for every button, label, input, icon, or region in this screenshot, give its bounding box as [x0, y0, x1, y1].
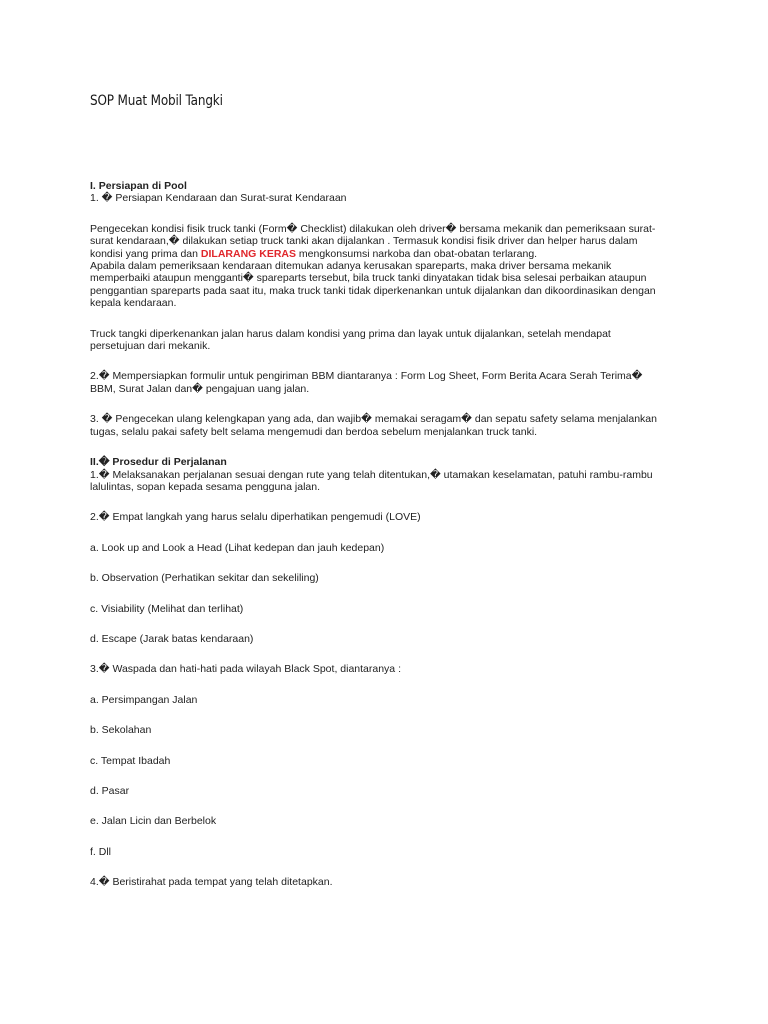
- text-line: tugas, selalu pakai safety belt selama mengemudi dan berdoa sebelum menjalankan truck tanki.: [90, 425, 538, 438]
- document-title: SOP Muat Mobil Tangki: [90, 93, 223, 109]
- list-item: c. Visiability (Melihat dan terlihat): [90, 602, 244, 615]
- section-heading-prosedur: II.� Prosedur di Perjalanan: [90, 456, 227, 469]
- paragraph-pengecekan: [90, 223, 680, 310]
- list-item: a. Persimpangan Jalan: [90, 693, 198, 706]
- text-line: lalulintas, sopan kepada sesama pengguna jalan.: [90, 480, 321, 493]
- paragraph-truck-tangki: [90, 328, 680, 353]
- text-line: BBM, Surat Jalan dan� pengajuan uang jalan.: [90, 382, 310, 395]
- list-item: [90, 413, 680, 438]
- text-span: kondisi yang prima dan: [90, 247, 201, 260]
- item-title: 1. � Persiapan Kendaraan dan Surat-surat Kendaraan: [90, 192, 347, 205]
- text-line: surat kendaraan,� dilakukan setiap truck tanki akan dijalankan . Termasuk kondisi fisik driver dan helper harus dalam: [90, 235, 638, 248]
- list-item: d. Escape (Jarak batas kendaraan): [90, 632, 254, 645]
- text-line: 2.� Mempersiapkan formulir untuk pengiriman BBM diantaranya : Form Log Sheet, Form Berita Acara Serah Terima�: [90, 370, 643, 383]
- text-line: 3. � Pengecekan ulang kelengkapan yang ada, dan wajib� memakai seragam� dan sepatu safety selama menjalankan: [90, 413, 657, 426]
- text-line: [90, 248, 680, 260]
- list-item: 4.� Beristirahat pada tempat yang telah ditetapkan.: [90, 876, 333, 889]
- list-item: f. Dll: [90, 845, 111, 858]
- text-line: 1.� Melaksanakan perjalanan sesuai dengan rute yang telah ditentukan,� utamakan keselamatan, patuhi rambu-rambu: [90, 468, 653, 481]
- text-line: kepala kendaraan.: [90, 297, 177, 310]
- list-item: b. Observation (Perhatikan sekitar dan sekeliling): [90, 572, 319, 585]
- text-line: Pengecekan kondisi fisik truck tanki (Form� Checklist) dilakukan oleh driver� bersama mekanik dan pemeriksaan surat-: [90, 222, 656, 235]
- list-item: 2.� Empat langkah yang harus selalu diperhatikan pengemudi (LOVE): [90, 511, 421, 524]
- text-line: Truck tangki diperkenankan jalan harus dalam kondisi yang prima dan layak untuk dijalankan, setelah mendapat: [90, 327, 611, 340]
- list-item: e. Jalan Licin dan Berbelok: [90, 815, 217, 828]
- list-item: [90, 370, 680, 395]
- text-line: penggantian spareparts pada saat itu, maka truck tanki tidak diperkenankan untuk dijalankan dan dikoordinasikan dengan: [90, 284, 656, 297]
- text-line: memperbaiki ataupun mengganti� spareparts tersebut, bila truck tanki dinyatakan tidak bisa selesai perbaikan ataupun: [90, 272, 647, 285]
- section-heading-persiapan: I. Persiapan di Pool: [90, 180, 187, 192]
- list-item: b. Sekolahan: [90, 724, 152, 737]
- document-body: [90, 180, 680, 889]
- list-item: c. Tempat Ibadah: [90, 754, 171, 767]
- list-item: 3.� Waspada dan hati-hati pada wilayah Black Spot, diantaranya :: [90, 663, 401, 676]
- warning-text: DILARANG KERAS: [200, 247, 296, 260]
- text-line: persetujuan dari mekanik.: [90, 340, 211, 353]
- list-item: a. Look up and Look a Head (Lihat kedepan dan jauh kedepan): [90, 541, 385, 554]
- text-span: mengkonsumsi narkoba dan obat-obatan terlarang.: [296, 247, 538, 260]
- text-line: Apabila dalam pemeriksaan kendaraan ditemukan adanya kerusakan spareparts, maka driver bersama mekanik: [90, 260, 612, 273]
- list-item: [90, 469, 680, 494]
- list-item: d. Pasar: [90, 784, 130, 797]
